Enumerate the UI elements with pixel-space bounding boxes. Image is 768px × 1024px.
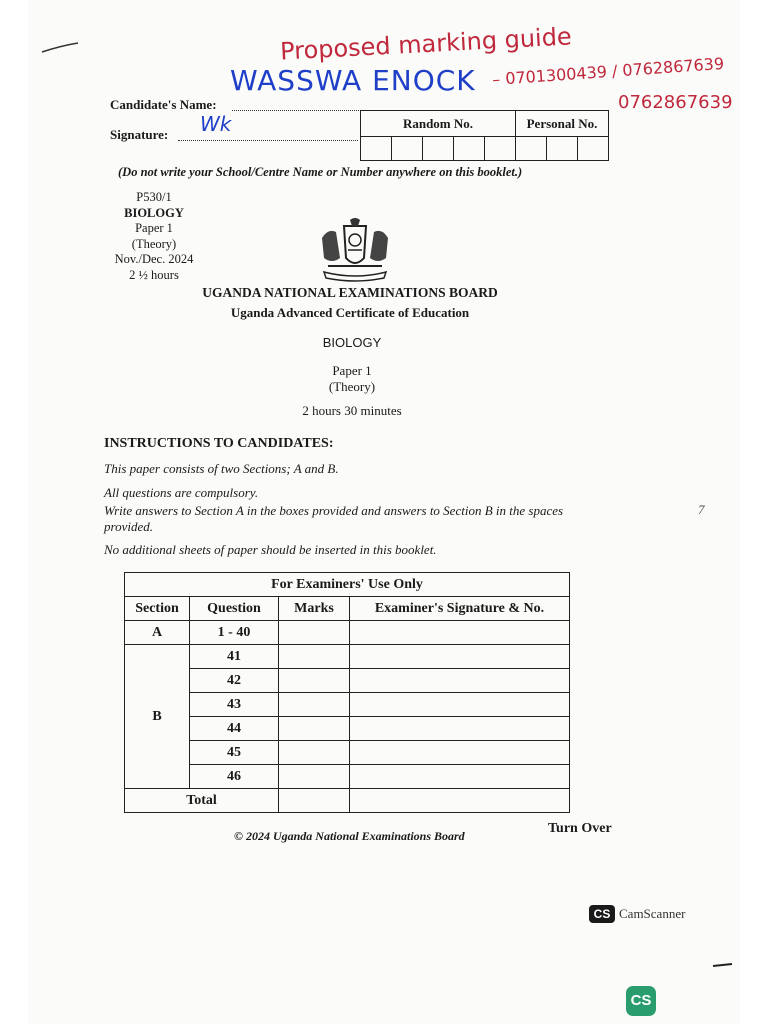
pen-mark-icon — [40, 40, 82, 54]
paper-number: Paper 1 — [135, 221, 173, 235]
random-no-box[interactable] — [485, 137, 516, 161]
section-b-label: B — [125, 645, 190, 789]
coat-of-arms-icon — [314, 218, 396, 284]
random-no-header: Random No. — [361, 111, 516, 137]
camscanner-small-logo-icon: CS — [589, 905, 615, 923]
header-marks: Marks — [279, 597, 350, 621]
camscanner-brand: CamScanner — [619, 906, 686, 921]
paper-duration: 2 ½ hours — [129, 267, 179, 282]
examiners-use-table — [124, 572, 570, 813]
header-examiner-signature: Examiner's Signature & No. — [350, 597, 570, 621]
handwritten-phone: – 0701300439 / 0762867639 — [491, 53, 725, 90]
paper-date: Nov./Dec. 2024 — [114, 252, 194, 266]
handwritten-signature: Wk — [200, 112, 232, 136]
camscanner-app-logo-icon[interactable]: CS — [626, 986, 656, 1016]
certificate-title: Uganda Advanced Certificate of Education — [230, 305, 470, 320]
personal-no-box[interactable] — [516, 137, 547, 161]
random-personal-no-table — [360, 110, 609, 161]
examiners-table-title: For Examiners' Use Only — [125, 573, 570, 597]
instruction-line-4: No additional sheets of paper should be inserted in this booklet. — [104, 542, 437, 557]
examiner-signature-cell[interactable] — [350, 717, 570, 741]
stray-mark: 7 — [698, 502, 705, 517]
handwritten-title: Proposed marking guide — [279, 22, 573, 66]
marks-cell[interactable] — [279, 741, 350, 765]
random-no-box[interactable] — [423, 137, 454, 161]
copyright-text: © 2024 Uganda National Examinations Board — [234, 829, 465, 843]
examiner-signature-cell[interactable] — [350, 741, 570, 765]
paper-info-block — [104, 190, 204, 283]
marks-cell[interactable] — [279, 765, 350, 789]
notice-text: (Do not write your School/Centre Name or Number anywhere on this booklet.) — [118, 165, 523, 179]
question-number: 44 — [190, 717, 279, 741]
duration-title: 2 hours 30 minutes — [302, 403, 402, 418]
total-signature-cell[interactable] — [350, 789, 570, 813]
question-number: 41 — [190, 645, 279, 669]
personal-no-header: Personal No. — [516, 111, 609, 137]
pen-mark-icon — [712, 960, 734, 970]
section-a-label: A — [125, 621, 190, 645]
total-marks-cell[interactable] — [279, 789, 350, 813]
signature-label: Signature: — [110, 127, 169, 142]
handwritten-phone-2: 0762867639 — [618, 92, 733, 113]
examiner-signature-cell[interactable] — [350, 765, 570, 789]
marks-cell[interactable] — [279, 693, 350, 717]
subject-title: BIOLOGY — [322, 335, 382, 350]
question-number: 42 — [190, 669, 279, 693]
instruction-line-2: All questions are compulsory. — [104, 485, 259, 500]
marks-cell[interactable] — [279, 645, 350, 669]
examiner-signature-cell[interactable] — [350, 669, 570, 693]
question-number: 43 — [190, 693, 279, 717]
marks-cell[interactable] — [279, 669, 350, 693]
signature-line — [178, 140, 358, 141]
instructions-heading: INSTRUCTIONS TO CANDIDATES: — [104, 436, 334, 451]
random-no-box[interactable] — [392, 137, 423, 161]
personal-no-box[interactable] — [578, 137, 609, 161]
paper-type: (Theory) — [131, 236, 177, 251]
handwritten-name: WASSWA ENOCK — [230, 64, 476, 97]
paper-title: Paper 1 — [332, 363, 372, 378]
instruction-line-3: Write answers to Section A in the boxes provided and answers to Section B in the spaces provided. — [104, 503, 564, 534]
marks-cell[interactable] — [279, 717, 350, 741]
examiner-signature-cell[interactable] — [350, 693, 570, 717]
header-question: Question — [190, 597, 279, 621]
paper-code: P530/1 — [136, 190, 172, 204]
paper-subject: BIOLOGY — [124, 205, 184, 220]
marks-cell[interactable] — [279, 621, 350, 645]
board-title: UGANDA NATIONAL EXAMINATIONS BOARD — [202, 285, 498, 300]
total-label: Total — [125, 789, 279, 813]
question-number: 46 — [190, 765, 279, 789]
random-no-box[interactable] — [361, 137, 392, 161]
instruction-line-1: This paper consists of two Sections; A and B. — [104, 461, 339, 476]
question-number: 45 — [190, 741, 279, 765]
random-no-box[interactable] — [454, 137, 485, 161]
section-a-questions: 1 - 40 — [190, 621, 279, 645]
examiner-signature-cell[interactable] — [350, 645, 570, 669]
examiner-signature-cell[interactable] — [350, 621, 570, 645]
candidate-name-label: Candidate's Name: — [110, 97, 217, 112]
turn-over-text: Turn Over — [548, 821, 612, 836]
paper-type-title: (Theory) — [328, 379, 376, 394]
personal-no-box[interactable] — [547, 137, 578, 161]
header-section: Section — [125, 597, 190, 621]
